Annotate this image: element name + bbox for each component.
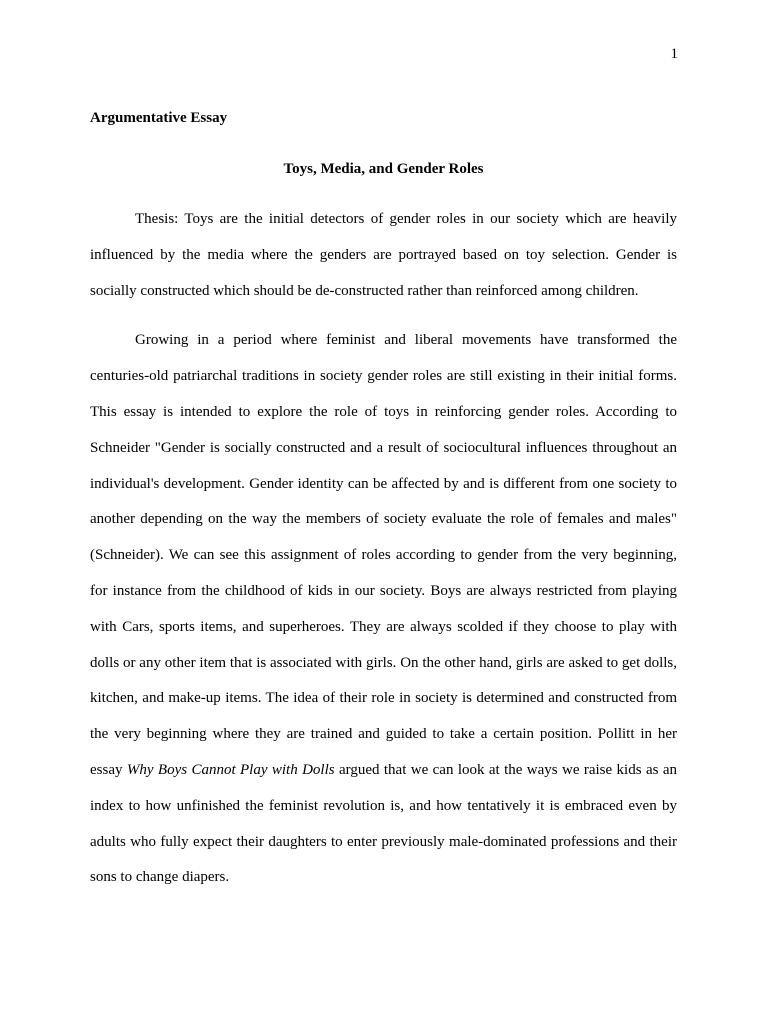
essay-body bbox=[90, 108, 677, 896]
essay-title: Toys, Media, and Gender Roles bbox=[283, 161, 484, 177]
essay-type-label: Argumentative Essay bbox=[90, 110, 228, 126]
page-number: 1 bbox=[670, 46, 678, 62]
paragraph-text-before-title: Growing in a period where feminist and liberal movements have transformed the centuries-old patriarchal traditions in society gender roles are still existing in their initial forms. This essay is intended to explore the role of toys in reinforcing gender roles. According to Schneider "Gender is socially constructed and a result of sociocultural influences throughout an individual's development. Gender identity can be affected by and is different from one society to another depending on the way the members of society evaluate the role of females and males" (Schneider). We can see this assignment of roles according to gender from the very beginning, for instance from the childhood of kids in our society. Boys are always restricted from playing with Cars, sports items, and superheroes. They are always scolded if they choose to play with dolls or any other item that is associated with girls. On the other hand, girls are asked to get dolls, kitchen, and make-up items. The idea of their role in society is determined and constructed from the very beginning where they are trained and guided to take a certain position. Pollitt in her essay bbox=[90, 332, 677, 778]
body-paragraph bbox=[90, 323, 677, 896]
cited-work-title: Why Boys Cannot Play with Dolls bbox=[126, 761, 335, 778]
thesis-paragraph: Thesis: Toys are the initial detectors of gender roles in our society which are heavily influenced by the media where the genders are portrayed based on toy selection. Gender is socially constructed which should be de-constructed rather than reinforced among children. bbox=[90, 211, 677, 299]
paragraph-text-after-title: argued that we can look at the ways we raise kids as an index to how unfinished the feminist revolution is, and how tentatively it is embraced even by adults who fully expect their daughters to enter previously male-dominated professions and their sons to change diapers. bbox=[90, 761, 677, 886]
